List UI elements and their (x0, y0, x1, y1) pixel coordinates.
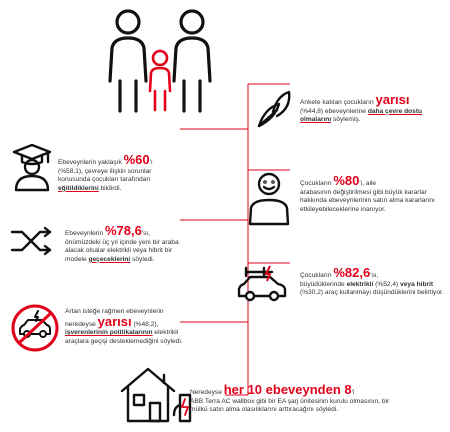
b5-pre: Çocukların (300, 272, 334, 279)
b5-bold1: elektrikli (346, 280, 374, 288)
b5-suffix: 'sı, (370, 272, 379, 279)
b2-pre: Ebeveynlerin yaklaşık (58, 159, 124, 166)
b4-big: %78,6 (104, 223, 142, 238)
b4-rest: önümüzdeki üç yıl içinde yeni bir araba alacak olsalar elektrikli veya hibrit bir modele (65, 238, 179, 263)
b7-pre: Neredeyse (190, 389, 224, 396)
b3-big: %80 (333, 173, 360, 188)
leaf-icon (255, 90, 295, 130)
b6-line1: Artan isteğe rağmen ebeveynlerin (65, 308, 164, 315)
b5-mid: (%52,4) (373, 280, 401, 288)
block-house-text (190, 382, 400, 415)
b1-bold: daha çevre dostu olmalarını (300, 107, 423, 124)
b2-post: bildirdi. (98, 184, 122, 192)
family-icon (100, 6, 220, 116)
b7-rest: ABB Terra AC wallbox gibi bir EA şarj ünitesinin kurulu olmasının, bir mülkü satın alma olasılıklarını arttıracağını söyledi. (190, 397, 390, 414)
block-ecar-text (300, 265, 445, 298)
b7-big: her 10 ebeveynden 8 (223, 382, 352, 397)
block-graduate-text (58, 152, 183, 193)
smiling-person-icon (247, 172, 291, 226)
b4-bold: geçeceklerini (88, 255, 131, 263)
block-leaf-text (300, 92, 445, 125)
b4-suffix: 'sı, (141, 230, 151, 237)
b5-rest: büyüdüklerinde (300, 280, 347, 288)
no-electric-car-icon (10, 303, 60, 353)
block-shuffle-text (65, 223, 183, 264)
block-nocar-text (65, 308, 190, 346)
b1-post: söylemiş. (331, 116, 361, 124)
b1-mid: (%44,8) ebeveynlerine (300, 107, 368, 115)
electric-car-icon (236, 264, 288, 304)
b7-suffix: 'i (351, 389, 355, 396)
b6-mid: (%48,2), (131, 320, 159, 328)
b1-big: yarısı (375, 92, 410, 107)
b6-big: yarısı (97, 313, 132, 329)
b3-rest: arabasının değiştirilmesi gibi büyük kararlar hakkında ebeveynlerinin satın alma kararlarını etkileyebileceklerine inanıyor. (300, 188, 435, 213)
house-charger-icon (118, 365, 198, 425)
b1-pre: Ankete katılan çocukların (300, 99, 376, 106)
b3-pre: Çocukların (300, 180, 334, 187)
shuffle-arrows-icon (10, 228, 54, 254)
b2-suffix: 'ı (149, 159, 153, 166)
b2-big: %60 (123, 152, 150, 167)
b2-bold: eğitildiklerini (58, 184, 99, 192)
block-person-text (300, 173, 445, 214)
b5-post: (%30,2) araç kullanmayı düşündüklerini belirtiyor. (300, 289, 444, 297)
b6-bold: işverenlerinin politikalarının (65, 329, 153, 337)
b5-big: %82,6 (333, 265, 371, 280)
b2-line2: (%58,1), çevreye ilişkin sorunlar konusunda çocukları tarafından (58, 167, 152, 184)
graduate-icon (12, 142, 52, 192)
b6-pre: neredeyse (65, 320, 98, 328)
b5-bold2: veya hibrit (400, 280, 434, 288)
b4-pre: Ebeveynlerin (65, 230, 105, 237)
b6-post: elektrikli araçlara geçişi desteklemediğini söyledi. (65, 329, 183, 345)
b3-suffix: 'i, aile (359, 180, 377, 187)
b4-post: söyledi. (130, 255, 155, 263)
